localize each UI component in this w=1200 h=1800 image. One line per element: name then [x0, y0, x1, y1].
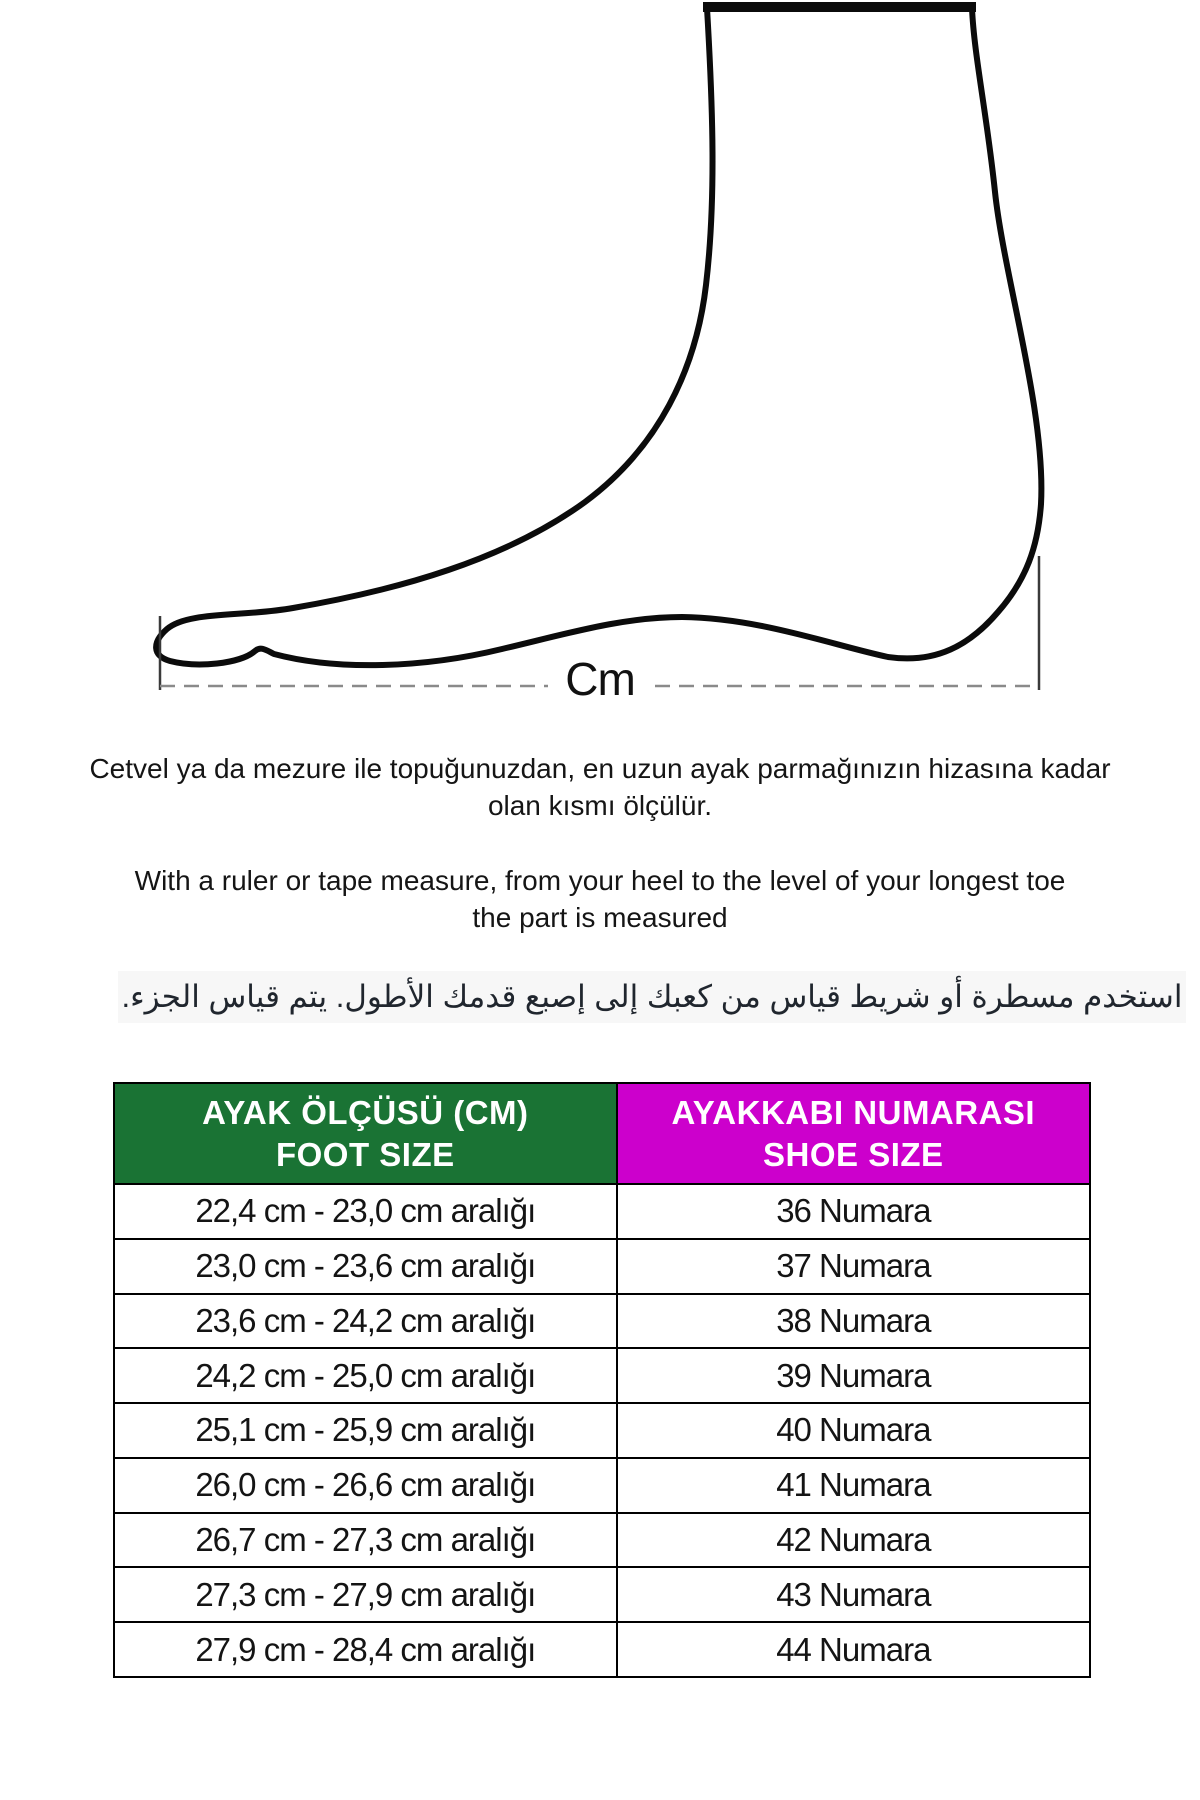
cm-unit-label: Cm	[565, 653, 635, 705]
instruction-turkish	[0, 750, 1200, 824]
size-table-body	[114, 1184, 1090, 1677]
table-row	[114, 1567, 1090, 1622]
instruction-english	[0, 862, 1200, 936]
foot-size-cell: 27,9 cm - 28,4 cm aralığı	[114, 1622, 617, 1677]
instruction-arabic: استخدم مسطرة أو شريط قياس من كعبك إلى إصبع قدمك الأطول. يتم قياس الجزء.	[118, 971, 1186, 1023]
shoe-size-cell: 41 Numara	[617, 1458, 1090, 1513]
shoe-size-header-line1: AYAKKABI NUMARASI	[671, 1093, 1036, 1131]
foot-size-cell: 26,7 cm - 27,3 cm aralığı	[114, 1513, 617, 1568]
shoe-size-cell: 43 Numara	[617, 1567, 1090, 1622]
foot-outline-diagram	[0, 0, 1200, 720]
foot-size-header-line1: AYAK ÖLÇÜSÜ (CM)	[202, 1093, 529, 1131]
instruction-turkish-line2: olan kısmı ölçülür.	[487, 790, 713, 821]
instruction-english-line2: the part is measured	[472, 902, 728, 933]
table-row	[114, 1458, 1090, 1513]
shoe-size-header-line2: SHOE SIZE	[763, 1135, 944, 1173]
table-row	[114, 1403, 1090, 1458]
foot-size-cell: 25,1 cm - 25,9 cm aralığı	[114, 1403, 617, 1458]
table-row	[114, 1184, 1090, 1239]
foot-size-cell: 26,0 cm - 26,6 cm aralığı	[114, 1458, 617, 1513]
shoe-size-cell: 38 Numara	[617, 1294, 1090, 1349]
table-row	[114, 1294, 1090, 1349]
shoe-size-cell: 36 Numara	[617, 1184, 1090, 1239]
foot-size-cell: 22,4 cm - 23,0 cm aralığı	[114, 1184, 617, 1239]
foot-contour-path	[156, 8, 1041, 665]
size-table	[113, 1082, 1091, 1678]
table-row	[114, 1513, 1090, 1568]
foot-size-header	[114, 1083, 617, 1184]
table-row	[114, 1622, 1090, 1677]
foot-size-cell: 23,0 cm - 23,6 cm aralığı	[114, 1239, 617, 1294]
foot-size-cell: 27,3 cm - 27,9 cm aralığı	[114, 1567, 617, 1622]
shoe-size-cell: 40 Numara	[617, 1403, 1090, 1458]
table-row	[114, 1348, 1090, 1403]
foot-size-cell: 23,6 cm - 24,2 cm aralığı	[114, 1294, 617, 1349]
instruction-english-line1: With a ruler or tape measure, from your heel to the level of your longest toe	[134, 865, 1066, 896]
foot-size-header-line2: FOOT SIZE	[275, 1135, 455, 1173]
shoe-size-cell: 37 Numara	[617, 1239, 1090, 1294]
shoe-size-header	[617, 1083, 1090, 1184]
table-row	[114, 1239, 1090, 1294]
shoe-size-cell: 42 Numara	[617, 1513, 1090, 1568]
instruction-turkish-line1: Cetvel ya da mezure ile topuğunuzdan, en uzun ayak parmağınızın hizasına kadar	[89, 753, 1111, 784]
shoe-size-cell: 44 Numara	[617, 1622, 1090, 1677]
shoe-size-cell: 39 Numara	[617, 1348, 1090, 1403]
foot-size-cell: 24,2 cm - 25,0 cm aralığı	[114, 1348, 617, 1403]
